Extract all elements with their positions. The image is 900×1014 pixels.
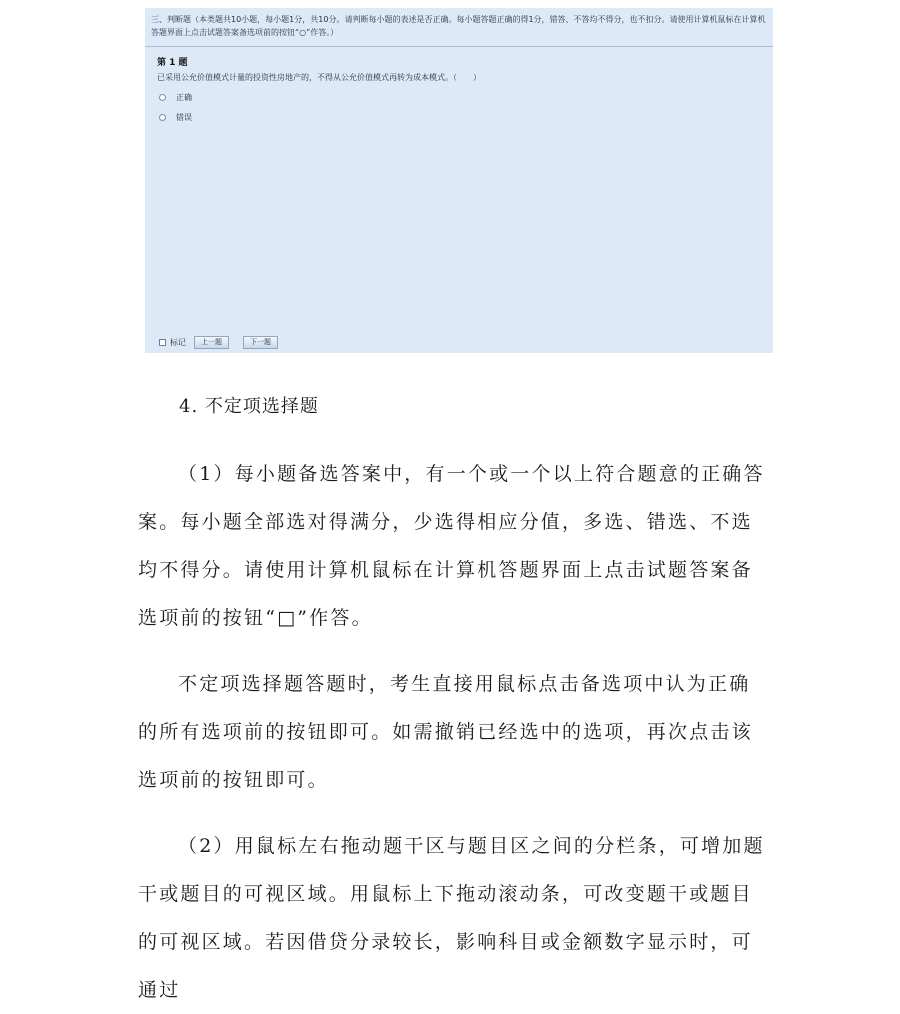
question-text: 已采用公允价值模式计量的投资性房地产的，不得从公允价值模式再转为成本模式。（ ） bbox=[157, 73, 481, 82]
section-heading: 4. 不定项选择题 bbox=[179, 396, 319, 417]
mark-label: 标记 bbox=[170, 338, 186, 347]
mark-checkbox[interactable] bbox=[159, 339, 166, 346]
option-label: 错误 bbox=[176, 113, 192, 122]
option-wrong[interactable] bbox=[159, 112, 192, 123]
paragraph: （1）每小题备选答案中，有一个或一个以上符合题意的正确答案。每小题全部选对得满分，少选得相应分值，多选、错选、不选均不得分。请使用计算机鼠标在计算机答题界面上点击试题答案备选项前的按钮“□”作答。 bbox=[138, 463, 765, 629]
paragraph: 不定项选择题答题时，考生直接用鼠标点击备选项中认为正确的所有选项前的按钮即可。如需撤销已经选中的选项，再次点击该选项前的按钮即可。 bbox=[138, 673, 753, 791]
divider bbox=[145, 46, 773, 47]
section-instructions: 三、判断题（本类题共10小题，每小题1分，共10分。请判断每小题的表述是否正确。每小题答题正确的得1分，错答、不答均不得分，也不扣分。请使用计算机鼠标在计算机答题界面上点击试题答案备选项前的按钮“○”作答。） bbox=[151, 15, 766, 37]
prev-question-button[interactable]: 上一题 bbox=[194, 336, 229, 349]
radio-icon[interactable] bbox=[159, 114, 166, 121]
option-label: 正确 bbox=[176, 93, 192, 102]
option-correct[interactable] bbox=[159, 92, 192, 103]
next-question-button[interactable]: 下一题 bbox=[243, 336, 278, 349]
exam-screenshot bbox=[145, 8, 773, 353]
radio-icon[interactable] bbox=[159, 94, 166, 101]
question-number: 第 1 题 bbox=[157, 58, 188, 68]
question-navigation bbox=[159, 336, 292, 349]
paragraph: （2）用鼠标左右拖动题干区与题目区之间的分栏条，可增加题干或题目的可视区域。用鼠标上下拖动滚动条，可改变题干或题目的可视区域。若因借贷分录较长，影响科目或金额数字显示时，可通过 bbox=[138, 835, 765, 1001]
